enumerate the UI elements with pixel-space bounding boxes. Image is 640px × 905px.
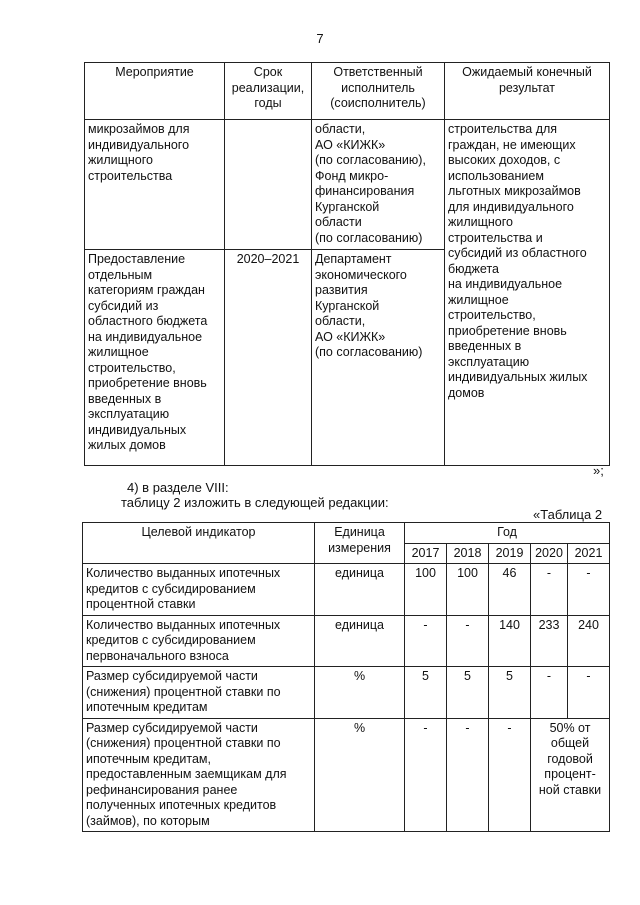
closing-quote: »; bbox=[593, 463, 604, 478]
unit-cell: единица bbox=[315, 615, 405, 667]
value-cell: - bbox=[447, 615, 489, 667]
header-indicator: Целевой индикатор bbox=[83, 523, 315, 564]
table-row bbox=[83, 718, 610, 832]
value-cell: - bbox=[568, 564, 610, 616]
indicator-cell: Размер субсидируемой части (снижения) процентной ставки по ипотечным кредитам bbox=[83, 667, 315, 719]
merged-value-cell: 50% от общей годовой процент- ной ставки bbox=[531, 718, 610, 832]
table-row bbox=[85, 120, 610, 250]
header-executor: Ответственный исполнитель (соисполнитель) bbox=[312, 63, 445, 120]
table-row bbox=[83, 667, 610, 719]
value-cell: 100 bbox=[447, 564, 489, 616]
executor-cell: области, АО «КИЖК» (по согласованию), Фонд микро- финансирования Курганской области (по согласованию) bbox=[312, 120, 445, 250]
header-year: Год bbox=[405, 523, 610, 544]
year-2021: 2021 bbox=[568, 543, 610, 564]
unit-cell: % bbox=[315, 718, 405, 832]
table-header-row bbox=[85, 63, 610, 120]
header-term: Срок реализации, годы bbox=[225, 63, 312, 120]
indicators-table bbox=[82, 522, 610, 832]
table-row bbox=[83, 615, 610, 667]
table-row bbox=[83, 564, 610, 616]
activity-cell: микрозаймов для индивидуального жилищного строительства bbox=[85, 120, 225, 250]
value-cell: 240 bbox=[568, 615, 610, 667]
paragraph-section: 4) в разделе VIII: bbox=[127, 480, 229, 495]
header-unit: Единица измерения bbox=[315, 523, 405, 564]
header-result: Ожидаемый конечный результат bbox=[445, 63, 610, 120]
indicator-cell: Размер субсидируемой части (снижения) процентной ставки по ипотечным кредитам, предоставленным заемщикам для рефинансирования ранее полученных ипотечных кредитов (займов), по которым bbox=[83, 718, 315, 832]
page-number: 7 bbox=[316, 31, 324, 46]
term-cell bbox=[225, 120, 312, 250]
value-cell: - bbox=[447, 718, 489, 832]
value-cell: 5 bbox=[489, 667, 531, 719]
header-activity: Мероприятие bbox=[85, 63, 225, 120]
year-2020: 2020 bbox=[531, 543, 568, 564]
value-cell: 46 bbox=[489, 564, 531, 616]
value-cell: - bbox=[405, 615, 447, 667]
value-cell: 140 bbox=[489, 615, 531, 667]
value-cell: 233 bbox=[531, 615, 568, 667]
indicator-cell: Количество выданных ипотечных кредитов с субсидированием первоначального взноса bbox=[83, 615, 315, 667]
value-cell: - bbox=[531, 667, 568, 719]
unit-cell: единица bbox=[315, 564, 405, 616]
term-cell: 2020–2021 bbox=[225, 250, 312, 466]
value-cell: 5 bbox=[447, 667, 489, 719]
year-2017: 2017 bbox=[405, 543, 447, 564]
unit-cell: % bbox=[315, 667, 405, 719]
value-cell: - bbox=[405, 718, 447, 832]
value-cell: - bbox=[531, 564, 568, 616]
table-header-row bbox=[83, 523, 610, 544]
year-2019: 2019 bbox=[489, 543, 531, 564]
executor-cell: Департамент экономического развития Курганской области, АО «КИЖК» (по согласованию) bbox=[312, 250, 445, 466]
table-caption: «Таблица 2 bbox=[533, 507, 603, 522]
activity-cell: Предоставление отдельным категориям граждан субсидий из областного бюджета на индивидуальное жилищное строительство, приобретение вновь введенных в эксплуатацию индивидуальных жилых домов bbox=[85, 250, 225, 466]
paragraph-instruction: таблицу 2 изложить в следующей редакции: bbox=[121, 495, 389, 510]
value-cell: - bbox=[568, 667, 610, 719]
year-2018: 2018 bbox=[447, 543, 489, 564]
activities-table bbox=[84, 62, 610, 466]
value-cell: 100 bbox=[405, 564, 447, 616]
indicator-cell: Количество выданных ипотечных кредитов с субсидированием процентной ставки bbox=[83, 564, 315, 616]
result-cell: строительства для граждан, не имеющих высоких доходов, с использованием льготных микрозаймов для индивидуального жилищного строительства и субсидий из областного бюджета на индивидуальное жилищное строительство, приобретение вновь введенных в эксплуатацию индивидуальных жилых домов bbox=[445, 120, 610, 466]
value-cell: 5 bbox=[405, 667, 447, 719]
value-cell: - bbox=[489, 718, 531, 832]
